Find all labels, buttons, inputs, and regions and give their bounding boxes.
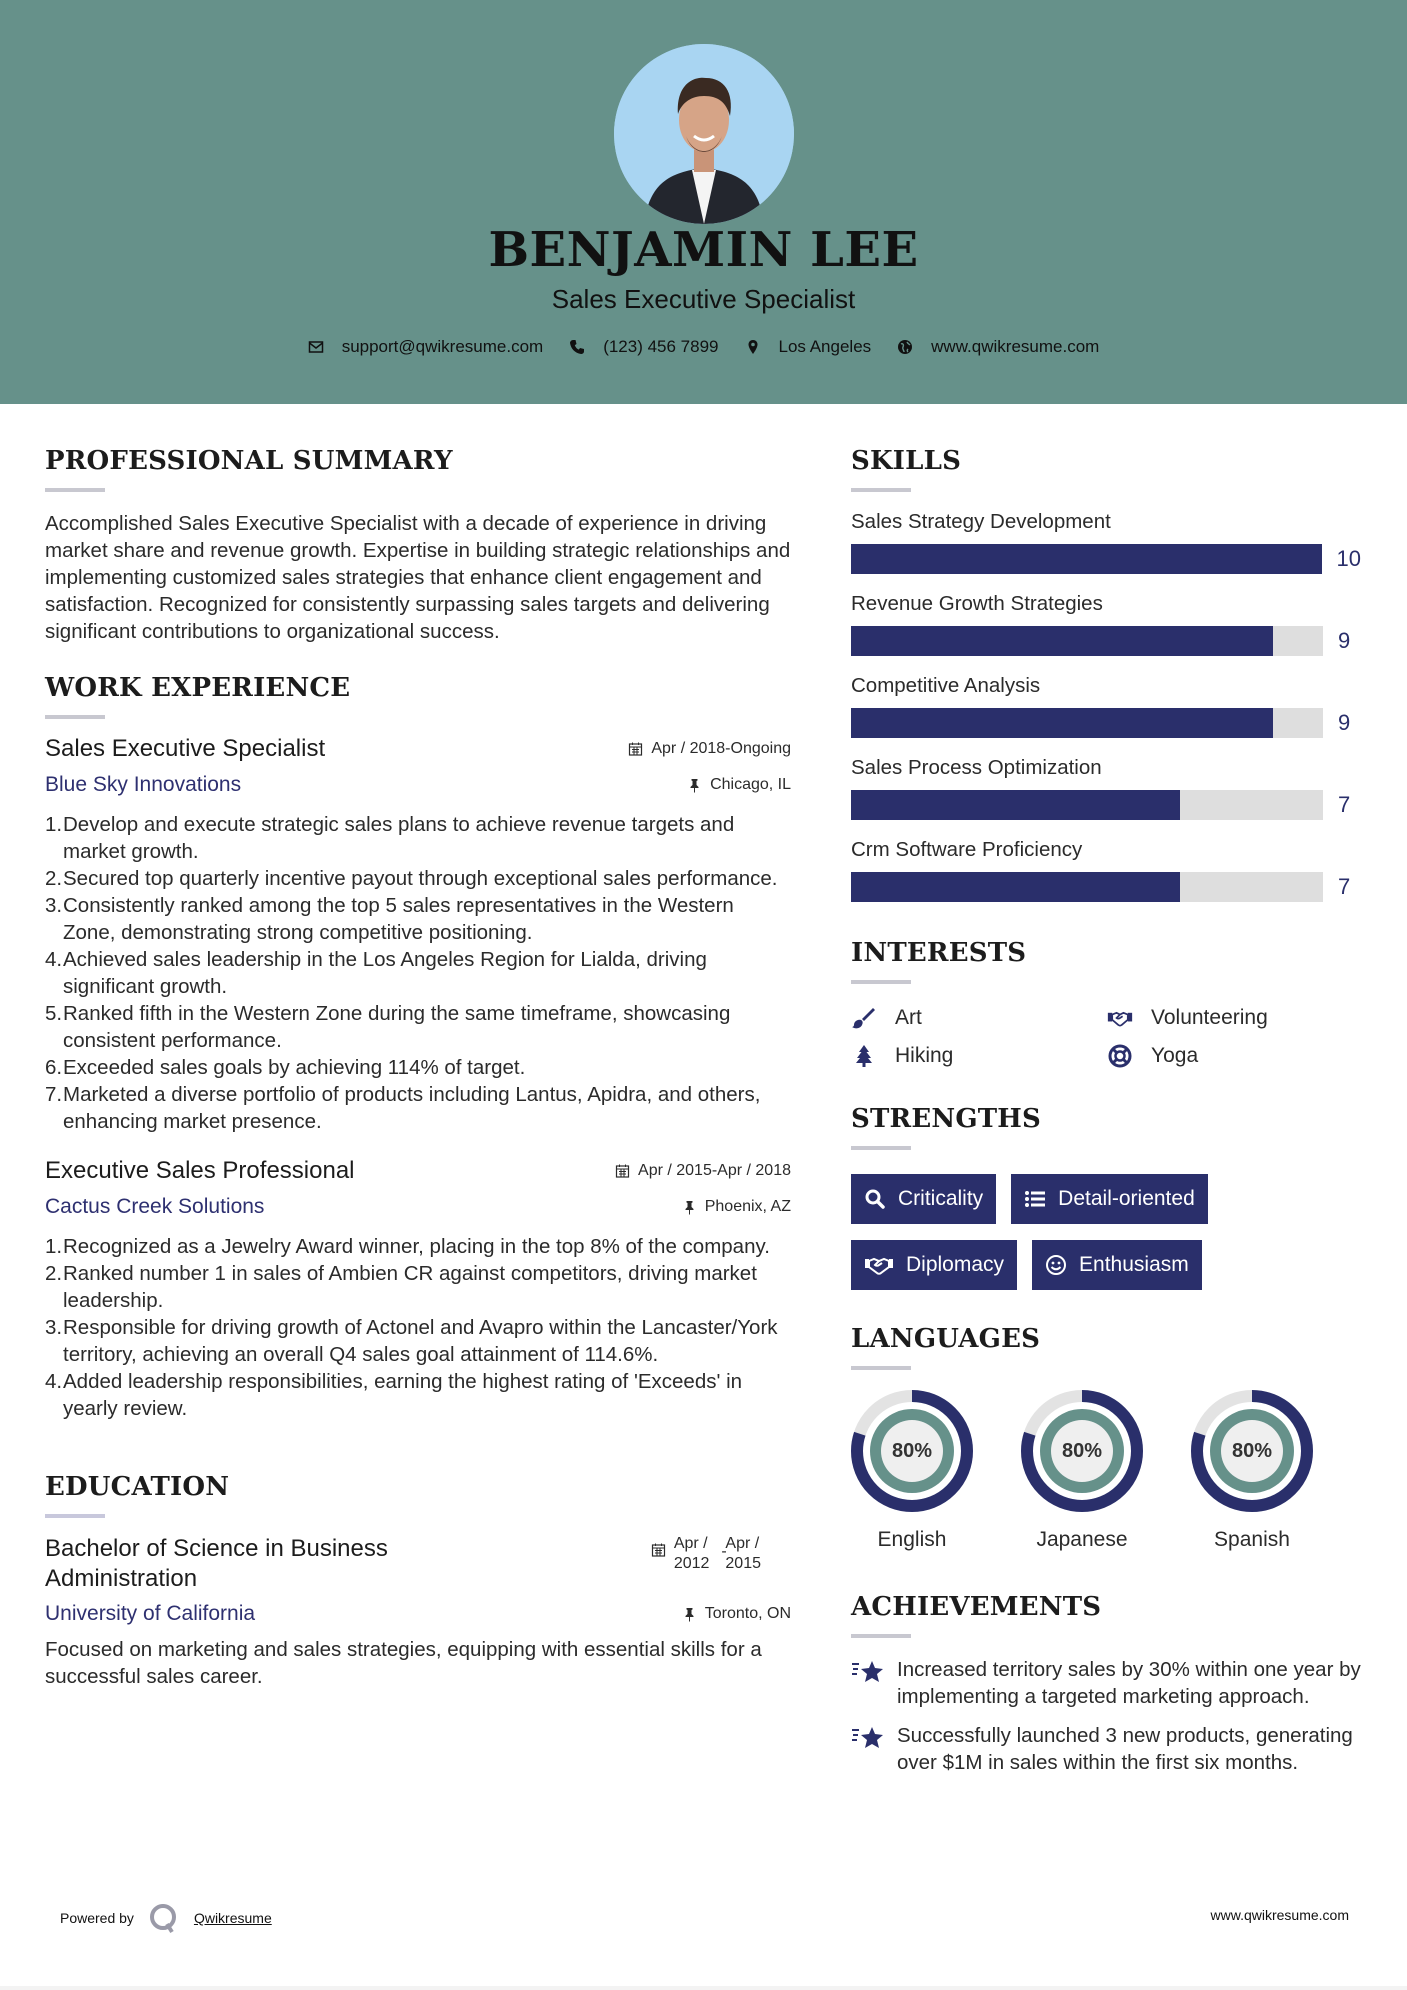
strength-chip	[851, 1174, 996, 1224]
section-underline	[45, 715, 105, 719]
section-title-strengths: STRENGTHS	[851, 1104, 1042, 1134]
skill-label: Sales Strategy Development	[851, 510, 1111, 533]
section-title-interests: INTERESTS	[851, 938, 1027, 968]
achievement-text: Successfully launched 3 new products, generating over $1M in sales within the first six months.	[897, 1724, 1353, 1774]
section-underline	[45, 1514, 105, 1518]
shooting-star-icon	[851, 1722, 885, 1752]
section-title-skills: SKILLS	[851, 446, 962, 476]
skill-item	[851, 674, 1361, 738]
powered-by-text: Powered by	[60, 1910, 134, 1926]
languages-section	[851, 1324, 1361, 1552]
skill-label: Competitive Analysis	[851, 674, 1041, 697]
language-donut	[1021, 1390, 1143, 1512]
profile-photo	[614, 44, 794, 224]
interests-section	[851, 938, 1361, 1068]
skill-item	[851, 592, 1361, 656]
skill-bar	[851, 544, 1322, 574]
section-underline	[45, 488, 105, 492]
language-name: English	[877, 1528, 947, 1551]
achievement-item	[851, 1722, 1361, 1776]
skill-value: 9	[1338, 628, 1351, 653]
globe-icon	[897, 339, 913, 355]
education-dates	[651, 1534, 761, 1594]
tree-icon	[851, 1044, 877, 1068]
qwikresume-link[interactable]: Qwikresume	[193, 1910, 272, 1926]
section-underline	[851, 1146, 911, 1150]
achievement-text: Increased territory sales by 30% within one year by implementing a targeted marketing approach.	[897, 1658, 1361, 1708]
job-entry	[45, 1157, 791, 1422]
start-year: 2012	[673, 1555, 710, 1572]
skill-bar-fill	[851, 790, 1180, 820]
skill-value: 7	[1338, 792, 1351, 817]
end-year: 2015	[725, 1555, 761, 1572]
bullet-item: 5. Ranked fifth in the Western Zone during the same timeframe, showcasing consistent performance.	[45, 1002, 731, 1052]
qwikresume-logo-icon	[148, 1902, 180, 1934]
handshake-icon	[864, 1254, 894, 1276]
skill-bar	[851, 872, 1323, 902]
job-location-text: Phoenix, AZ	[704, 1198, 791, 1215]
language-item	[1191, 1390, 1361, 1552]
job-date-text: Apr / 2015-Apr / 2018	[638, 1161, 791, 1179]
pushpin-icon	[687, 778, 702, 793]
strength-label: Enthusiasm	[1079, 1253, 1189, 1276]
bullet-item: 4. Achieved sales leadership in the Los Angeles Region for Lialda, driving significant growth.	[45, 948, 707, 998]
phone-icon	[569, 339, 585, 355]
experience-section	[45, 673, 791, 1422]
right-column	[851, 446, 1361, 1776]
website-text: www.qwikresume.com	[931, 337, 1100, 356]
skill-bar-fill	[851, 708, 1273, 738]
school-name: University of California	[45, 1602, 256, 1625]
list-icon	[1024, 1188, 1046, 1210]
bullet-item: 7. Marketed a diverse portfolio of products including Lantus, Apidra, and others, enhancing market presence.	[45, 1083, 761, 1133]
skill-bar-fill	[851, 544, 1322, 574]
date-separator: -	[721, 1543, 727, 1560]
education-section	[45, 1472, 791, 1690]
language-level: 80%	[1231, 1439, 1273, 1462]
contact-phone[interactable]	[569, 337, 718, 357]
search-icon	[864, 1188, 886, 1210]
bullet-item: 2. Ranked number 1 in sales of Ambien CR against competitors, driving market leadership.	[45, 1262, 757, 1312]
job-date-text: Apr / 2018-Ongoing	[651, 739, 791, 757]
section-title-experience: WORK EXPERIENCE	[45, 673, 351, 703]
interest-label: Volunteering	[1151, 1006, 1268, 1029]
bullet-item: 1. Recognized as a Jewelry Award winner, placing in the top 8% of the company.	[45, 1235, 770, 1258]
candidate-role: Sales Executive Specialist	[551, 284, 856, 314]
life-ring-icon	[1107, 1044, 1133, 1068]
candidate-name: BENJAMIN LEE	[488, 222, 919, 278]
language-level: 80%	[1061, 1439, 1103, 1462]
school-location	[682, 1605, 791, 1623]
section-underline	[851, 488, 911, 492]
left-column	[45, 446, 791, 1690]
skill-item	[851, 510, 1361, 574]
end-month: Apr /	[725, 1535, 760, 1552]
envelope-icon	[308, 339, 324, 355]
job-location	[687, 776, 791, 794]
calendar-icon	[615, 1163, 630, 1178]
section-title-languages: LANGUAGES	[851, 1324, 1041, 1354]
paint-brush-icon	[851, 1006, 877, 1030]
interest-item	[1107, 1044, 1363, 1068]
school-location-text: Toronto, ON	[704, 1605, 791, 1622]
skill-label: Revenue Growth Strategies	[851, 592, 1103, 615]
skill-item	[851, 838, 1361, 902]
skill-value: 9	[1338, 710, 1351, 735]
resume-header	[0, 0, 1407, 404]
bullet-item: 3. Consistently ranked among the top 5 sales representatives in the Western Zone, demonstrating strong competitive positioning.	[45, 894, 734, 944]
skill-value: 7	[1338, 874, 1351, 899]
contact-bar	[0, 337, 1407, 357]
contact-website[interactable]	[897, 337, 1099, 357]
language-donut	[851, 1390, 973, 1512]
strength-chip	[1032, 1240, 1202, 1290]
company-name: Blue Sky Innovations	[45, 773, 242, 796]
location-text: Los Angeles	[778, 337, 872, 356]
strengths-section	[851, 1104, 1361, 1290]
strength-label: Criticality	[898, 1187, 984, 1210]
section-underline	[851, 980, 911, 984]
pushpin-icon	[682, 1200, 697, 1215]
job-location	[682, 1198, 791, 1216]
bullet-item: 1. Develop and execute strategic sales plans to achieve revenue targets and market growth.	[45, 813, 735, 863]
skill-bar	[851, 790, 1323, 820]
contact-email[interactable]	[308, 337, 544, 357]
job-title: Executive Sales Professional	[45, 1157, 355, 1184]
interest-label: Yoga	[1151, 1044, 1199, 1067]
contact-location	[745, 337, 872, 357]
job-location-text: Chicago, IL	[710, 776, 791, 793]
pushpin-icon	[682, 1607, 697, 1622]
skill-value: 10	[1336, 546, 1361, 571]
summary-text: Accomplished Sales Executive Specialist with a decade of experience in driving market share and revenue growth. Expertise in building strategic relationships and implementing customized sales strategies that enhance client engagement and satisfaction. Recognized for consistently surpassing sales targets and delivering significant contributions to organizational success.	[45, 512, 791, 643]
bullet-item: 2. Secured top quarterly incentive payout through exceptional sales performance.	[45, 867, 778, 890]
section-title-achievements: ACHIEVEMENTS	[851, 1592, 1102, 1622]
page-bottom-strip	[0, 1986, 1407, 1990]
interest-item	[1107, 1006, 1363, 1030]
job-date	[628, 740, 791, 758]
language-item	[1021, 1390, 1191, 1552]
summary-section	[45, 446, 791, 645]
handshake-icon	[1107, 1006, 1133, 1030]
start-month: Apr /	[673, 1535, 708, 1552]
footer-website-link[interactable]: www.qwikresume.com	[1210, 1907, 1349, 1923]
language-name: Japanese	[1036, 1528, 1128, 1551]
language-donut	[1191, 1390, 1313, 1512]
skills-section	[851, 446, 1361, 902]
map-pin-icon	[745, 339, 761, 355]
bullet-item: 4. Added leadership responsibilities, earning the highest rating of 'Exceeds' in yearly review.	[45, 1370, 743, 1420]
person-photo-icon	[614, 44, 794, 224]
job-bullets	[45, 811, 791, 1135]
interest-item	[851, 1044, 1107, 1068]
section-title-education: EDUCATION	[45, 1472, 230, 1502]
degree-title: Bachelor of Science in Business Administration	[45, 1535, 388, 1592]
strength-chip	[851, 1240, 1017, 1290]
job-title: Sales Executive Specialist	[45, 735, 326, 762]
section-underline	[851, 1634, 911, 1638]
job-entry	[45, 735, 791, 1135]
strength-label: Diplomacy	[906, 1253, 1005, 1276]
phone-text: (123) 456 7899	[603, 337, 719, 356]
calendar-icon	[651, 1542, 666, 1557]
section-underline	[851, 1366, 911, 1370]
strength-label: Detail-oriented	[1058, 1187, 1195, 1210]
skill-bar-fill	[851, 626, 1273, 656]
skill-label: Sales Process Optimization	[851, 756, 1102, 779]
company-name: Cactus Creek Solutions	[45, 1195, 265, 1218]
language-level: 80%	[891, 1439, 933, 1462]
calendar-icon	[628, 741, 643, 756]
strength-chip	[1011, 1174, 1208, 1224]
skill-bar-fill	[851, 872, 1180, 902]
achievements-section	[851, 1592, 1361, 1776]
language-name: Spanish	[1214, 1528, 1290, 1551]
language-item	[851, 1390, 1021, 1552]
bullet-item: 6. Exceeded sales goals by achieving 114% of target.	[45, 1056, 526, 1079]
job-date	[615, 1162, 791, 1180]
interest-label: Art	[895, 1006, 922, 1029]
interest-label: Hiking	[895, 1044, 954, 1067]
footer-powered-by	[60, 1902, 272, 1934]
skill-bar	[851, 626, 1323, 656]
smile-icon	[1045, 1254, 1067, 1276]
education-description: Focused on marketing and sales strategies, equipping with essential skills for a successful sales career.	[45, 1638, 762, 1688]
section-title-summary: PROFESSIONAL SUMMARY	[45, 446, 453, 476]
job-bullets	[45, 1233, 791, 1422]
skill-item	[851, 756, 1361, 820]
skill-label: Crm Software Proficiency	[851, 838, 1083, 861]
skill-bar	[851, 708, 1323, 738]
interest-item	[851, 1006, 1107, 1030]
achievement-item	[851, 1656, 1361, 1710]
shooting-star-icon	[851, 1656, 885, 1686]
bullet-item: 3. Responsible for driving growth of Actonel and Avapro within the Lancaster/York territory, achieving an overall Q4 sales goal attainment of 114.6%.	[45, 1316, 778, 1366]
email-text: support@qwikresume.com	[341, 337, 544, 356]
